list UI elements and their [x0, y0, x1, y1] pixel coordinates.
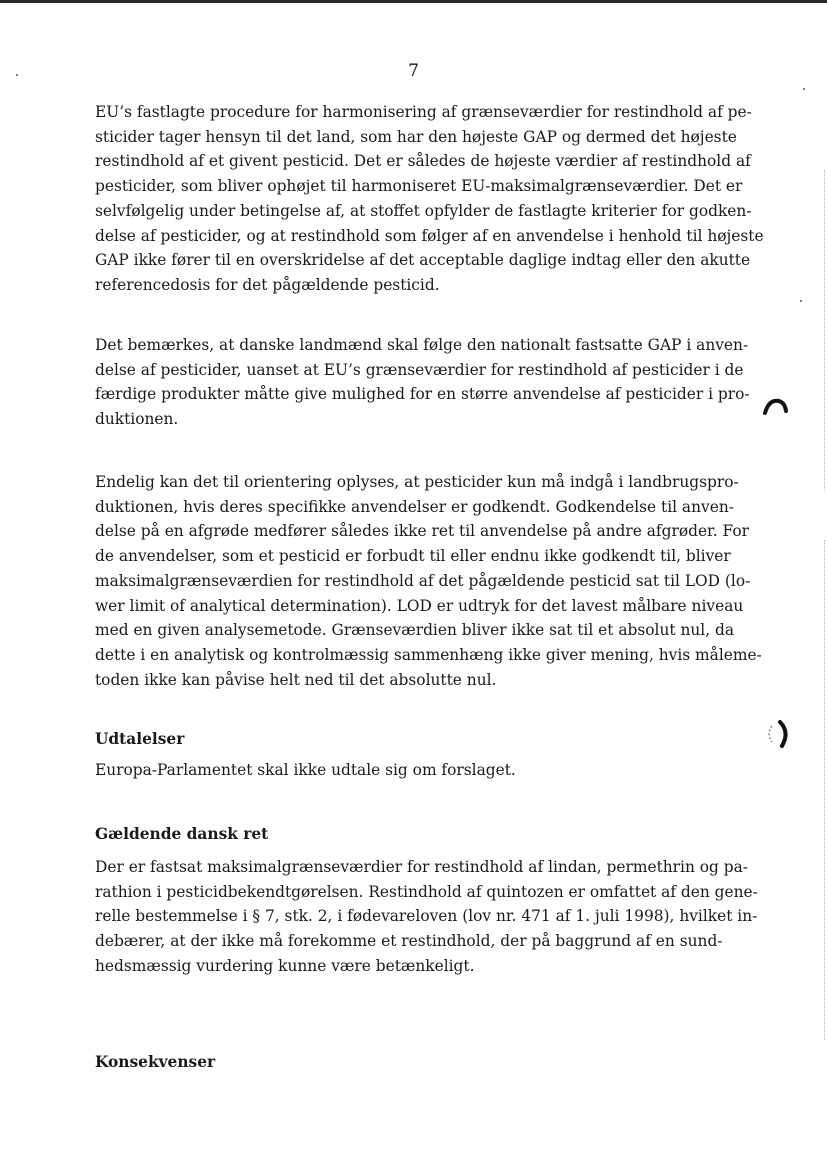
paragraph-danish-farmers — [95, 333, 750, 432]
paragraph-gaeldende-dansk-ret — [95, 855, 758, 979]
text-line: dette i en analytisk og kontrolmæssig sammenhæng ikke giver mening, hvis måleme- — [95, 645, 762, 664]
text-line: delse på en afgrøde medfører således ikke ret til anvendelse på andre afgrøder. For — [95, 522, 749, 541]
text-line: toden ikke kan påvise helt ned til det absolutte nul. — [95, 670, 497, 689]
text-line: duktionen. — [95, 410, 179, 429]
scan-speck — [803, 88, 805, 90]
text-line: færdige produkter måtte give mulighed for en større anvendelse af pesticider i pro- — [95, 385, 750, 404]
scan-edge-noise — [812, 540, 825, 1040]
paragraph-udtalelser — [95, 758, 735, 783]
text-line: referencedosis for det pågældende pesticid. — [95, 275, 440, 294]
paragraph-lod — [95, 470, 762, 692]
page-number: 7 — [408, 61, 419, 81]
text-line: maksimalgrænseværdien for restindhold af det pågældende pesticid sat til LOD (lo- — [95, 571, 751, 590]
punch-hole-mark-lower — [762, 718, 792, 752]
scan-speck — [800, 300, 802, 302]
scan-speck — [16, 74, 18, 76]
text-line: restindhold af et givent pesticid. Det er således de højeste værdier af restindhold af — [95, 152, 751, 171]
scan-edge-noise — [812, 170, 825, 490]
text-line: sticider tager hensyn til det land, som har den højeste GAP og dermed det højeste — [95, 127, 737, 146]
text-line: Det bemærkes, at danske landmænd skal følge den nationalt fastsatte GAP i anven- — [95, 336, 749, 354]
paragraph-harmonisation — [95, 100, 764, 298]
section-heading-konsekvenser: Konsekvenser — [95, 1053, 216, 1071]
text-line: selvfølgelig under betingelse af, at stoffet opfylder de fastlagte kriterier for godken- — [95, 201, 752, 220]
text-line: Endelig kan det til orientering oplyses, at pesticider kun må indgå i landbrugspro- — [95, 473, 739, 491]
text-line: de anvendelser, som et pesticid er forbudt til eller endnu ikke godkendt til, bliver — [95, 547, 731, 566]
text-line: delse af pesticider, og at restindhold som følger af en anvendelse i henhold til højeste — [95, 226, 764, 245]
section-heading-udtalelser: Udtalelser — [95, 730, 185, 748]
text-line: wer limit of analytical determination). LOD er udtryk for det lavest målbare niveau — [95, 596, 744, 615]
text-line: pesticider, som bliver ophøjet til harmoniseret EU-maksimalgrænseværdier. Det er — [95, 177, 743, 196]
text-line: duktionen, hvis deres specifikke anvendelser er godkendt. Godkendelse til anven- — [95, 497, 734, 516]
text-line: EU’s fastlagte procedure for harmonisering af grænseværdier for restindhold af pe- — [95, 103, 752, 121]
text-line: hedsmæssig vurdering kunne være betænkeligt. — [95, 956, 475, 975]
text-line: delse af pesticider, uanset at EU’s grænseværdier for restindhold af pesticider i de — [95, 360, 744, 379]
text-line: Der er fastsat maksimalgrænseværdier for restindhold af lindan, permethrin og pa- — [95, 858, 748, 876]
punch-hole-mark-upper — [760, 393, 790, 423]
text-line: rathion i pesticidbekendtgørelsen. Restindhold af quintozen er omfattet af den gene- — [95, 882, 758, 901]
text-line: relle bestemmelse i § 7, stk. 2, i fødevareloven (lov nr. 471 af 1. juli 1998), hvilket in- — [95, 907, 758, 926]
text-line: med en given analysemetode. Grænseværdien bliver ikke sat til et absolut nul, da — [95, 621, 735, 640]
page-top-rule — [0, 0, 827, 3]
section-heading-gaeldende-dansk-ret: Gældende dansk ret — [95, 825, 269, 843]
text-line: GAP ikke fører til en overskridelse af det acceptable daglige indtag eller den akutte — [95, 251, 751, 270]
text-line: Europa-Parlamentet skal ikke udtale sig om forslaget. — [95, 761, 516, 779]
text-line: debærer, at der ikke må forekomme et restindhold, der på baggrund af en sund- — [95, 932, 723, 951]
